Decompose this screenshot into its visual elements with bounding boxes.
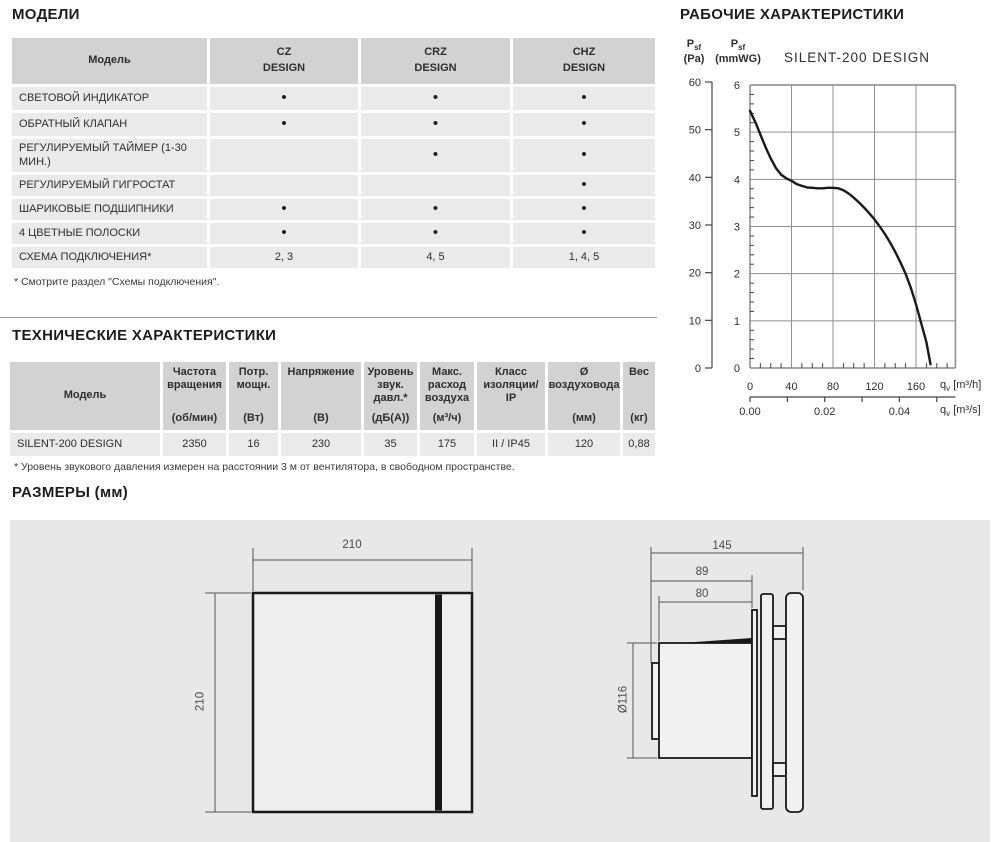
performance-chart-svg [672,40,1000,425]
tech-header-noise: Уровень звук. давл.* (дБ(А)) [364,362,417,430]
tech-value-speed: 2350 [163,433,226,456]
section-title-performance: РАБОЧИЕ ХАРАКТЕРИСТИКИ [680,6,905,23]
models-header-crz [361,38,510,84]
models-table [12,38,655,268]
svg-text:50: 50 [688,124,701,137]
col-crz-suffix: DESIGN [414,62,457,74]
feature-value-chz: • [513,199,655,220]
tech-header-weight: Вес (кг) [623,362,655,430]
feature-value-crz: • [361,223,510,244]
section-divider [0,317,657,318]
col-cz-suffix: DESIGN [262,62,306,74]
fan-body [761,594,773,809]
dimensions-panel [10,520,990,842]
svg-text:2: 2 [733,268,740,281]
chart-title: SILENT-200 DESIGN [784,50,931,65]
feature-value-chz: • [513,223,655,244]
front-cover-side [786,593,803,812]
svg-text:5: 5 [733,127,740,140]
tech-header-airflow: Макс. расход воздуха (м³/ч) [420,362,474,430]
tech-value-model: SILENT-200 DESIGN [10,433,160,456]
feature-value-cz: 2, 3 [210,247,358,268]
feature-value-crz [361,175,510,196]
tech-value-power: 16 [229,433,278,456]
svg-text:30: 30 [688,219,701,232]
svg-text:20: 20 [688,267,701,280]
feature-label: СХЕМА ПОДКЛЮЧЕНИЯ* [12,247,207,268]
x-axis-s-label: $q_v$ [m³/s] [940,404,981,419]
feature-value-crz: • [361,199,510,220]
mmwg-symbol: P [730,38,739,50]
tech-value-voltage: 230 [281,433,361,456]
performance-chart [672,40,1000,425]
duct-inlet-lip [652,663,659,739]
feature-value-chz: • [513,87,655,110]
svg-text:10: 10 [688,315,701,328]
feature-value-chz: • [513,175,655,196]
feature-label: РЕГУЛИРУЕМЫЙ ТАЙМЕР (1-30 МИН.) [12,139,207,172]
x-axis-h-label: $q_v$ [m³/h] [940,379,982,394]
panel-clip-top [773,626,786,639]
col-chz-name: CHZ [572,46,596,59]
feature-value-cz: • [210,113,358,136]
chart-grid [750,85,955,368]
svg-text:0.04: 0.04 [888,406,911,418]
feature-value-cz: • [210,87,358,110]
svg-text:60: 60 [688,76,701,89]
tech-value-duct: 120 [548,433,620,456]
svg-text:6: 6 [733,80,740,93]
svg-text:80: 80 [826,381,840,393]
pa-symbol-sub: sf [694,43,702,53]
svg-text:40: 40 [688,172,701,185]
svg-text:0.00: 0.00 [739,406,761,418]
svg-text:40: 40 [785,381,798,393]
side-view-drawing [652,593,803,812]
dim-front-width: 210 [342,539,362,551]
dimension-drawings [10,520,990,842]
section-title-dimensions: РАЗМЕРЫ (мм) [12,484,129,501]
mmwg-symbol-sub: sf [738,43,746,53]
feature-value-cz [210,175,358,196]
tech-header-insulation: Класс изоляции/ IP [477,362,545,430]
tech-value-noise: 35 [364,433,417,456]
feature-value-crz: • [361,113,510,136]
chart-axes [689,77,956,418]
feature-value-crz: • [361,87,510,110]
mmwg-unit: (mmWG) [715,52,761,65]
section-title-tech: ТЕХНИЧЕСКИЕ ХАРАКТЕРИСТИКИ [12,327,277,344]
dim-side-duct-length: 80 [695,588,709,600]
panel-clip-bottom [773,763,786,776]
models-header-cz [210,38,358,84]
tech-header-voltage: Напряжение (В) [281,362,361,430]
tech-value-airflow: 175 [420,433,474,456]
tech-footnote: * Уровень звукового давления измерен на расстоянии 3 м от вентилятора, в свободном пространстве. [14,461,515,473]
svg-text:4: 4 [733,174,740,187]
front-view-drawing [253,593,472,812]
feature-label: ОБРАТНЫЙ КЛАПАН [12,113,207,136]
models-header-chz [513,38,655,84]
dim-side-total-depth: 145 [712,540,732,552]
svg-text:120: 120 [865,381,884,393]
section-title-models: МОДЕЛИ [12,6,80,23]
tech-header-model: Модель [10,362,160,430]
models-header-model: Модель [12,38,207,84]
fan-curve [750,111,931,364]
feature-label: РЕГУЛИРУЕМЫЙ ГИГРОСТАТ [12,175,207,196]
feature-label: СВЕТОВОЙ ИНДИКАТОР [12,87,207,110]
svg-text:1: 1 [733,315,740,328]
svg-text:3: 3 [733,221,740,234]
feature-value-crz: • [361,139,510,172]
feature-label: ШАРИКОВЫЕ ПОДШИПНИКИ [12,199,207,220]
tech-value-weight: 0,88 [623,433,655,456]
front-panel-slot [435,595,442,811]
pa-symbol: P [686,38,695,50]
models-footnote: * Смотрите раздел "Схемы подключения". [14,276,220,288]
svg-text:0.02: 0.02 [813,406,836,418]
tech-table [10,362,655,456]
feature-value-cz: • [210,223,358,244]
dim-side-depth-to-plate: 89 [695,566,709,578]
col-cz-name: CZ [276,46,292,59]
duct-tube [659,643,752,758]
feature-value-chz: • [513,113,655,136]
mounting-plate [752,610,757,796]
feature-label: 4 ЦВЕТНЫЕ ПОЛОСКИ [12,223,207,244]
col-crz-name: CRZ [424,46,447,59]
svg-text:0: 0 [733,363,740,375]
dim-side-duct-diameter: Ø116 [617,685,630,714]
pa-unit: (Pa) [683,52,705,65]
feature-value-cz [210,139,358,172]
svg-text:0: 0 [746,381,754,393]
tech-value-insulation: II / IP45 [477,433,545,456]
feature-value-chz: • [513,139,655,172]
tech-header-speed: Частота вращения (об/мин) [163,362,226,430]
tech-header-duct: Ø воздуховода (мм) [548,362,620,430]
feature-value-crz: 4, 5 [361,247,510,268]
svg-text:0: 0 [694,363,701,375]
tech-header-power: Потр. мощн. (Вт) [229,362,278,430]
dim-front-height: 210 [194,691,207,712]
feature-value-cz: • [210,199,358,220]
svg-text:160: 160 [906,381,926,393]
feature-value-chz: 1, 4, 5 [513,247,655,268]
col-chz-suffix: DESIGN [562,62,606,74]
